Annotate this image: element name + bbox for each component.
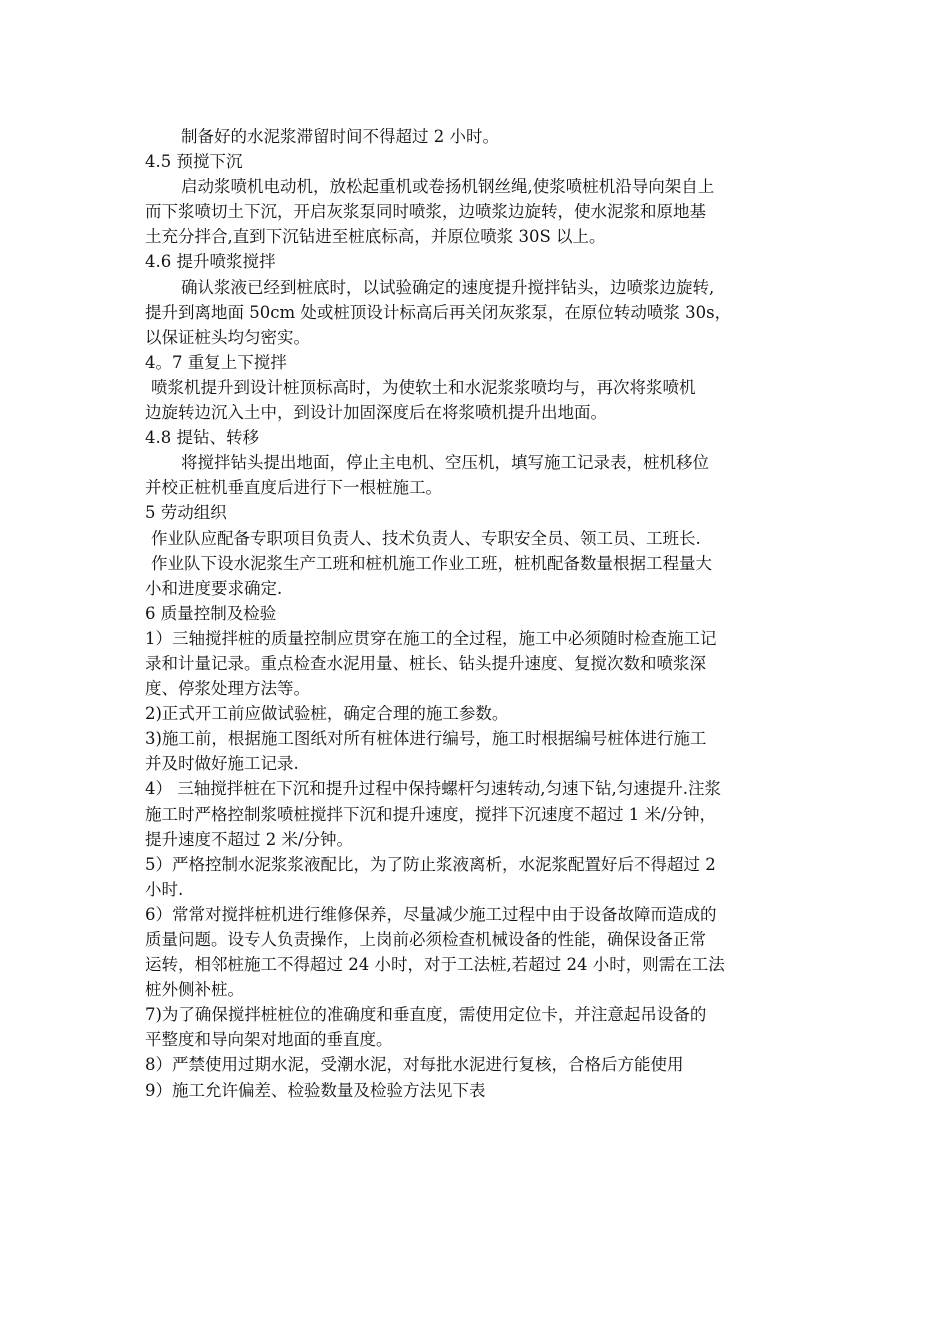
list-item-line: 2)正式开工前应做试验桩，确定合理的施工参数。 xyxy=(145,704,509,724)
paragraph-line: 以保证桩头均匀密实。 xyxy=(145,327,310,347)
paragraph-line: 确认浆液已经到桩底时，以试验确定的速度提升搅拌钻头，边喷浆边旋转, xyxy=(181,277,715,297)
list-item-line: 小时. xyxy=(145,879,184,899)
list-item-line: 9）施工允许偏差、检验数量及检验方法见下表 xyxy=(145,1080,486,1100)
section-heading: 4.8 提钻、转移 xyxy=(145,428,259,448)
paragraph-line: 制备好的水泥浆滞留时间不得超过 2 小时。 xyxy=(181,127,499,146)
list-item-line: 录和计量记录。重点检查水泥用量、桩长、钻头提升速度、复搅次数和喷浆深 xyxy=(145,653,706,673)
list-item-line: 提升速度不超过 2 米/分钟。 xyxy=(145,829,354,849)
paragraph-line: 边旋转边沉入土中，到设计加固深度后在将浆喷机提升出地面。 xyxy=(145,403,607,423)
list-item-line: 7)为了确保搅拌桩桩位的准确度和垂直度，需使用定位卡，并注意起吊设备的 xyxy=(145,1005,707,1025)
list-item-line: 5）严格控制水泥浆浆液配比，为了防止浆液离析，水泥浆配置好后不得超过 2 xyxy=(145,854,716,874)
section-heading: 6 质量控制及检验 xyxy=(145,603,277,623)
section-heading: 5 劳动组织 xyxy=(145,503,227,523)
list-item-line: 6）常常对搅拌桩机进行维修保养，尽量减少施工过程中由于设备故障而造成的 xyxy=(145,904,717,924)
list-item-line: 4） 三轴搅拌桩在下沉和提升过程中保持螺杆匀速转动,匀速下钻,匀速提升.注浆 xyxy=(145,779,721,799)
document-body xyxy=(145,124,810,1103)
paragraph-line: 小和进度要求确定. xyxy=(145,578,283,598)
paragraph-line: 启动浆喷机电动机，放松起重机或卷扬机钢丝绳,使浆喷桩机沿导向架自上 xyxy=(181,177,715,197)
paragraph-line: 提升到离地面 50cm 处或桩顶设计标高后再关闭灰浆泵，在原位转动喷浆 30s， xyxy=(145,302,732,322)
paragraph-line: 作业队应配备专职项目负责人、技术负责人、专职安全员、领工员、工班长. xyxy=(151,528,701,548)
paragraph-line: 喷浆机提升到设计桩顶标高时，为使软土和水泥浆浆喷均与，再次将浆喷机 xyxy=(151,377,696,397)
paragraph-line: 将搅拌钻头提出地面，停止主电机、空压机，填写施工记录表，桩机移位 xyxy=(181,453,709,473)
list-item-line: 并及时做好施工记录. xyxy=(145,754,299,774)
paragraph-line: 作业队下设水泥浆生产工班和桩机施工作业工班，桩机配备数量根据工程量大 xyxy=(151,553,712,573)
section-heading: 4.5 预搅下沉 xyxy=(145,152,243,172)
section-heading: 4.6 提升喷浆搅拌 xyxy=(145,252,276,272)
paragraph-line: 土充分拌合,直到下沉钻进至桩底标高，并原位喷浆 30S 以上。 xyxy=(145,227,606,247)
list-item-line: 桩外侧补桩。 xyxy=(145,980,244,1000)
list-item-line: 平整度和导向架对地面的垂直度。 xyxy=(145,1030,393,1050)
paragraph-line: 并校正桩机垂直度后进行下一根桩施工。 xyxy=(145,478,442,498)
list-item-line: 1）三轴搅拌桩的质量控制应贯穿在施工的全过程，施工中必须随时检查施工记 xyxy=(145,628,717,648)
list-item-line: 8）严禁使用过期水泥，受潮水泥，对每批水泥进行复核，合格后方能使用 xyxy=(145,1055,684,1075)
list-item-line: 质量问题。设专人负责操作，上岗前必须检查机械设备的性能，确保设备正常 xyxy=(145,930,706,949)
list-item-line: 施工时严格控制浆喷桩搅拌下沉和提升速度，搅拌下沉速度不超过 1 米/分钟， xyxy=(145,804,717,824)
list-item-line: 3)施工前，根据施工图纸对所有桩体进行编号，施工时根据编号桩体进行施工 xyxy=(145,729,707,749)
paragraph-line: 而下浆喷切土下沉，开启灰浆泵同时喷浆，边喷浆边旋转，使水泥浆和原地基 xyxy=(145,202,706,222)
section-heading: 4。7 重复上下搅拌 xyxy=(145,352,287,372)
list-item-line: 度、停浆处理方法等。 xyxy=(145,679,310,699)
list-item-line: 运转，相邻桩施工不得超过 24 小时，对于工法桩,若超过 24 小时，则需在工法 xyxy=(145,955,725,975)
